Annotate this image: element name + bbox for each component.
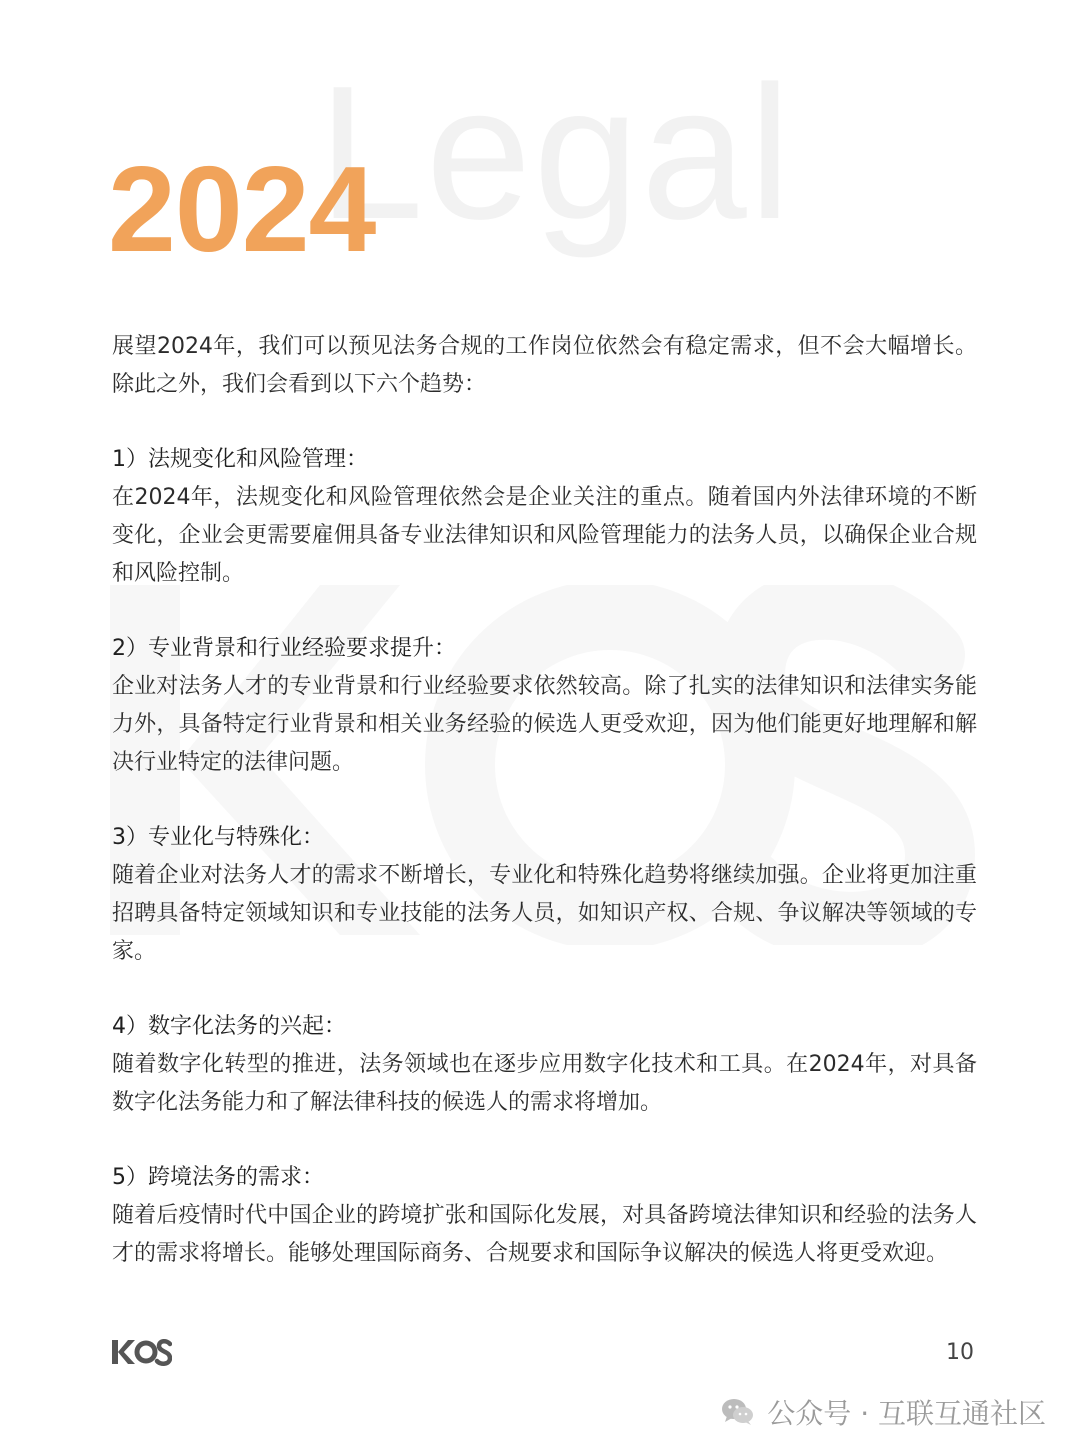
page-number: 10 [946, 1340, 974, 1365]
trend-section [112, 630, 977, 782]
trend-section [112, 1008, 977, 1122]
wechat-icon [721, 1397, 755, 1427]
trend-section [112, 441, 977, 593]
trend-body: 随着数字化转型的推进，法务领域也在逐步应用数字化技术和工具。在2024年，对具备数字化法务能力和了解法律科技的候选人的需求将增加。 [112, 1052, 977, 1115]
legal-watermark: Legal [318, 47, 793, 259]
trend-body: 在2024年，法规变化和风险管理依然会是企业关注的重点。随着国内外法律环境的不断变化，企业会更需要雇佣具备专业法律知识和风险管理能力的法务人员，以确保企业合规和风险控制。 [112, 485, 977, 586]
trend-heading: 2）专业背景和行业经验要求提升： [112, 636, 456, 661]
trend-body: 随着企业对法务人才的需求不断增长，专业化和特殊化趋势将继续加强。企业将更加注重招聘具备特定领域知识和专业技能的法务人员，如知识产权、合规、争议解决等领域的专家。 [112, 863, 977, 964]
intro-paragraph: 展望2024年，我们可以预见法务合规的工作岗位依然会有稳定需求，但不会大幅增长。除此之外，我们会看到以下六个趋势： [112, 334, 977, 397]
trend-body: 企业对法务人才的专业背景和行业经验要求依然较高。除了扎实的法律知识和法律实务能力外，具备特定行业背景和相关业务经验的候选人更受欢迎，因为他们能更好地理解和解决行业特定的法律问题。 [112, 674, 977, 775]
main-content [112, 328, 977, 1273]
trend-section [112, 819, 977, 971]
trend-body: 随着后疫情时代中国企业的跨境扩张和国际化发展，对具备跨境法律知识和经验的法务人才的需求将增长。能够处理国际商务、合规要求和国际争议解决的候选人将更受欢迎。 [112, 1203, 977, 1266]
trend-heading: 1）法规变化和风险管理： [112, 447, 368, 472]
kos-logo [112, 1338, 172, 1366]
credit-text: 公众号 · 互联互通社区 [767, 1397, 1046, 1430]
trend-heading: 5）跨境法务的需求： [112, 1165, 324, 1190]
year-heading: 2024 [108, 141, 376, 277]
trend-heading: 3）专业化与特殊化： [112, 825, 324, 850]
wechat-credit [721, 1392, 1046, 1432]
trend-section [112, 1159, 977, 1273]
trend-heading: 4）数字化法务的兴起： [112, 1014, 346, 1039]
